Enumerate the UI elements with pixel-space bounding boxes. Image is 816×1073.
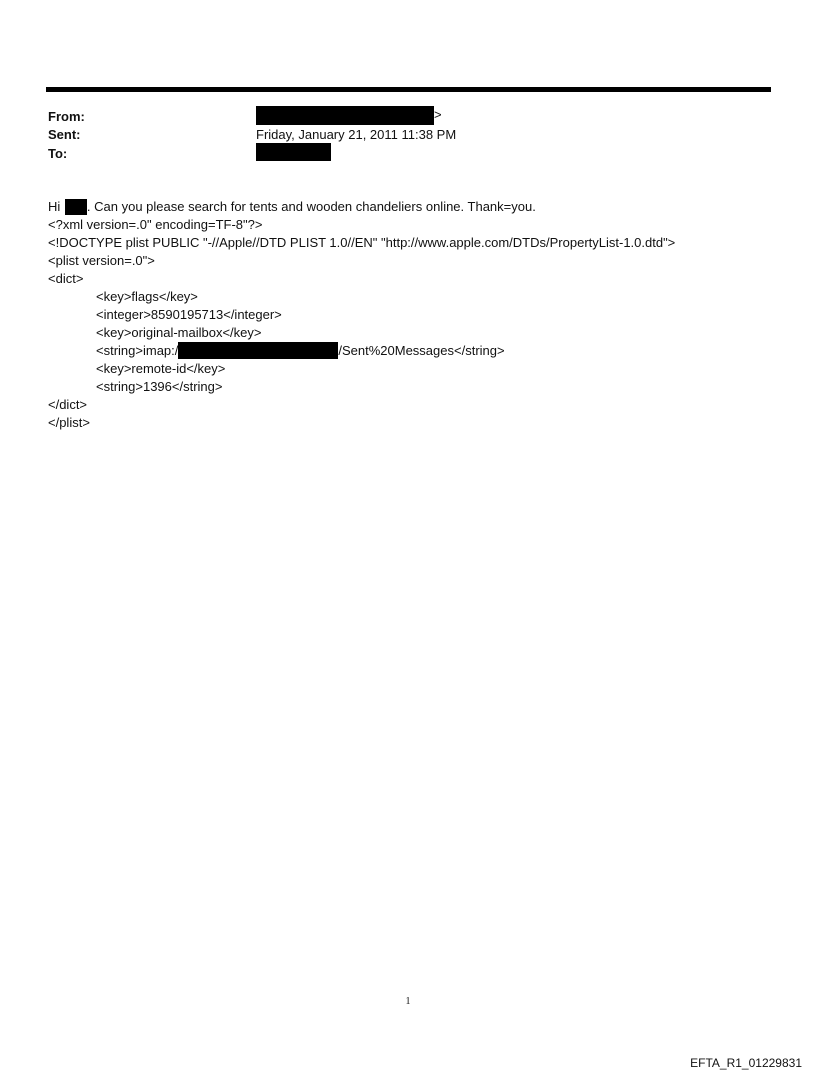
page-number: 1 bbox=[405, 996, 411, 1007]
sent-label: Sent: bbox=[48, 127, 81, 142]
key-flags: <key>flags</key> bbox=[96, 289, 198, 304]
from-suffix: > bbox=[434, 107, 442, 122]
redaction-name bbox=[65, 199, 87, 215]
plist-close: </plist> bbox=[48, 415, 90, 430]
to-label: To: bbox=[48, 146, 68, 161]
sent-value: Friday, January 21, 2011 11:38 PM bbox=[256, 127, 457, 142]
from-label: From: bbox=[48, 109, 85, 124]
key-remote-id: <key>remote-id</key> bbox=[96, 361, 226, 376]
string-imap-prefix: <string>imap:/ bbox=[96, 343, 179, 358]
redaction-from bbox=[256, 106, 434, 125]
top-rule bbox=[46, 87, 771, 92]
integer-flags: <integer>8590195713</integer> bbox=[96, 307, 282, 322]
to-value bbox=[256, 143, 331, 161]
message-first-line bbox=[48, 198, 788, 216]
key-original-mailbox: <key>original-mailbox</key> bbox=[96, 325, 262, 340]
string-imap-suffix: /Sent%20Messages</string> bbox=[338, 343, 505, 358]
string-remote-id: <string>1396</string> bbox=[96, 379, 223, 394]
dict-open: <dict> bbox=[48, 271, 84, 286]
redaction-to bbox=[256, 143, 331, 161]
first-line-text: . Can you please search for tents and wooden chandeliers online. Thank=you. bbox=[86, 199, 536, 214]
plist-open: <plist version=.0"> bbox=[48, 253, 155, 268]
from-value bbox=[256, 106, 442, 125]
string-imap bbox=[48, 342, 788, 360]
greeting: Hi bbox=[48, 199, 61, 214]
doctype-line: <!DOCTYPE plist PUBLIC "-//Apple//DTD PLIST 1.0//EN" "http://www.apple.com/DTDs/PropertyList-1.0.dtd"> bbox=[48, 235, 676, 250]
message-body bbox=[48, 198, 788, 432]
document-id: EFTA_R1_01229831 bbox=[690, 1056, 802, 1070]
redaction-imap bbox=[178, 342, 338, 359]
xml-declaration: <?xml version=.0" encoding=TF-8"?> bbox=[48, 217, 263, 232]
dict-close: </dict> bbox=[48, 397, 88, 412]
